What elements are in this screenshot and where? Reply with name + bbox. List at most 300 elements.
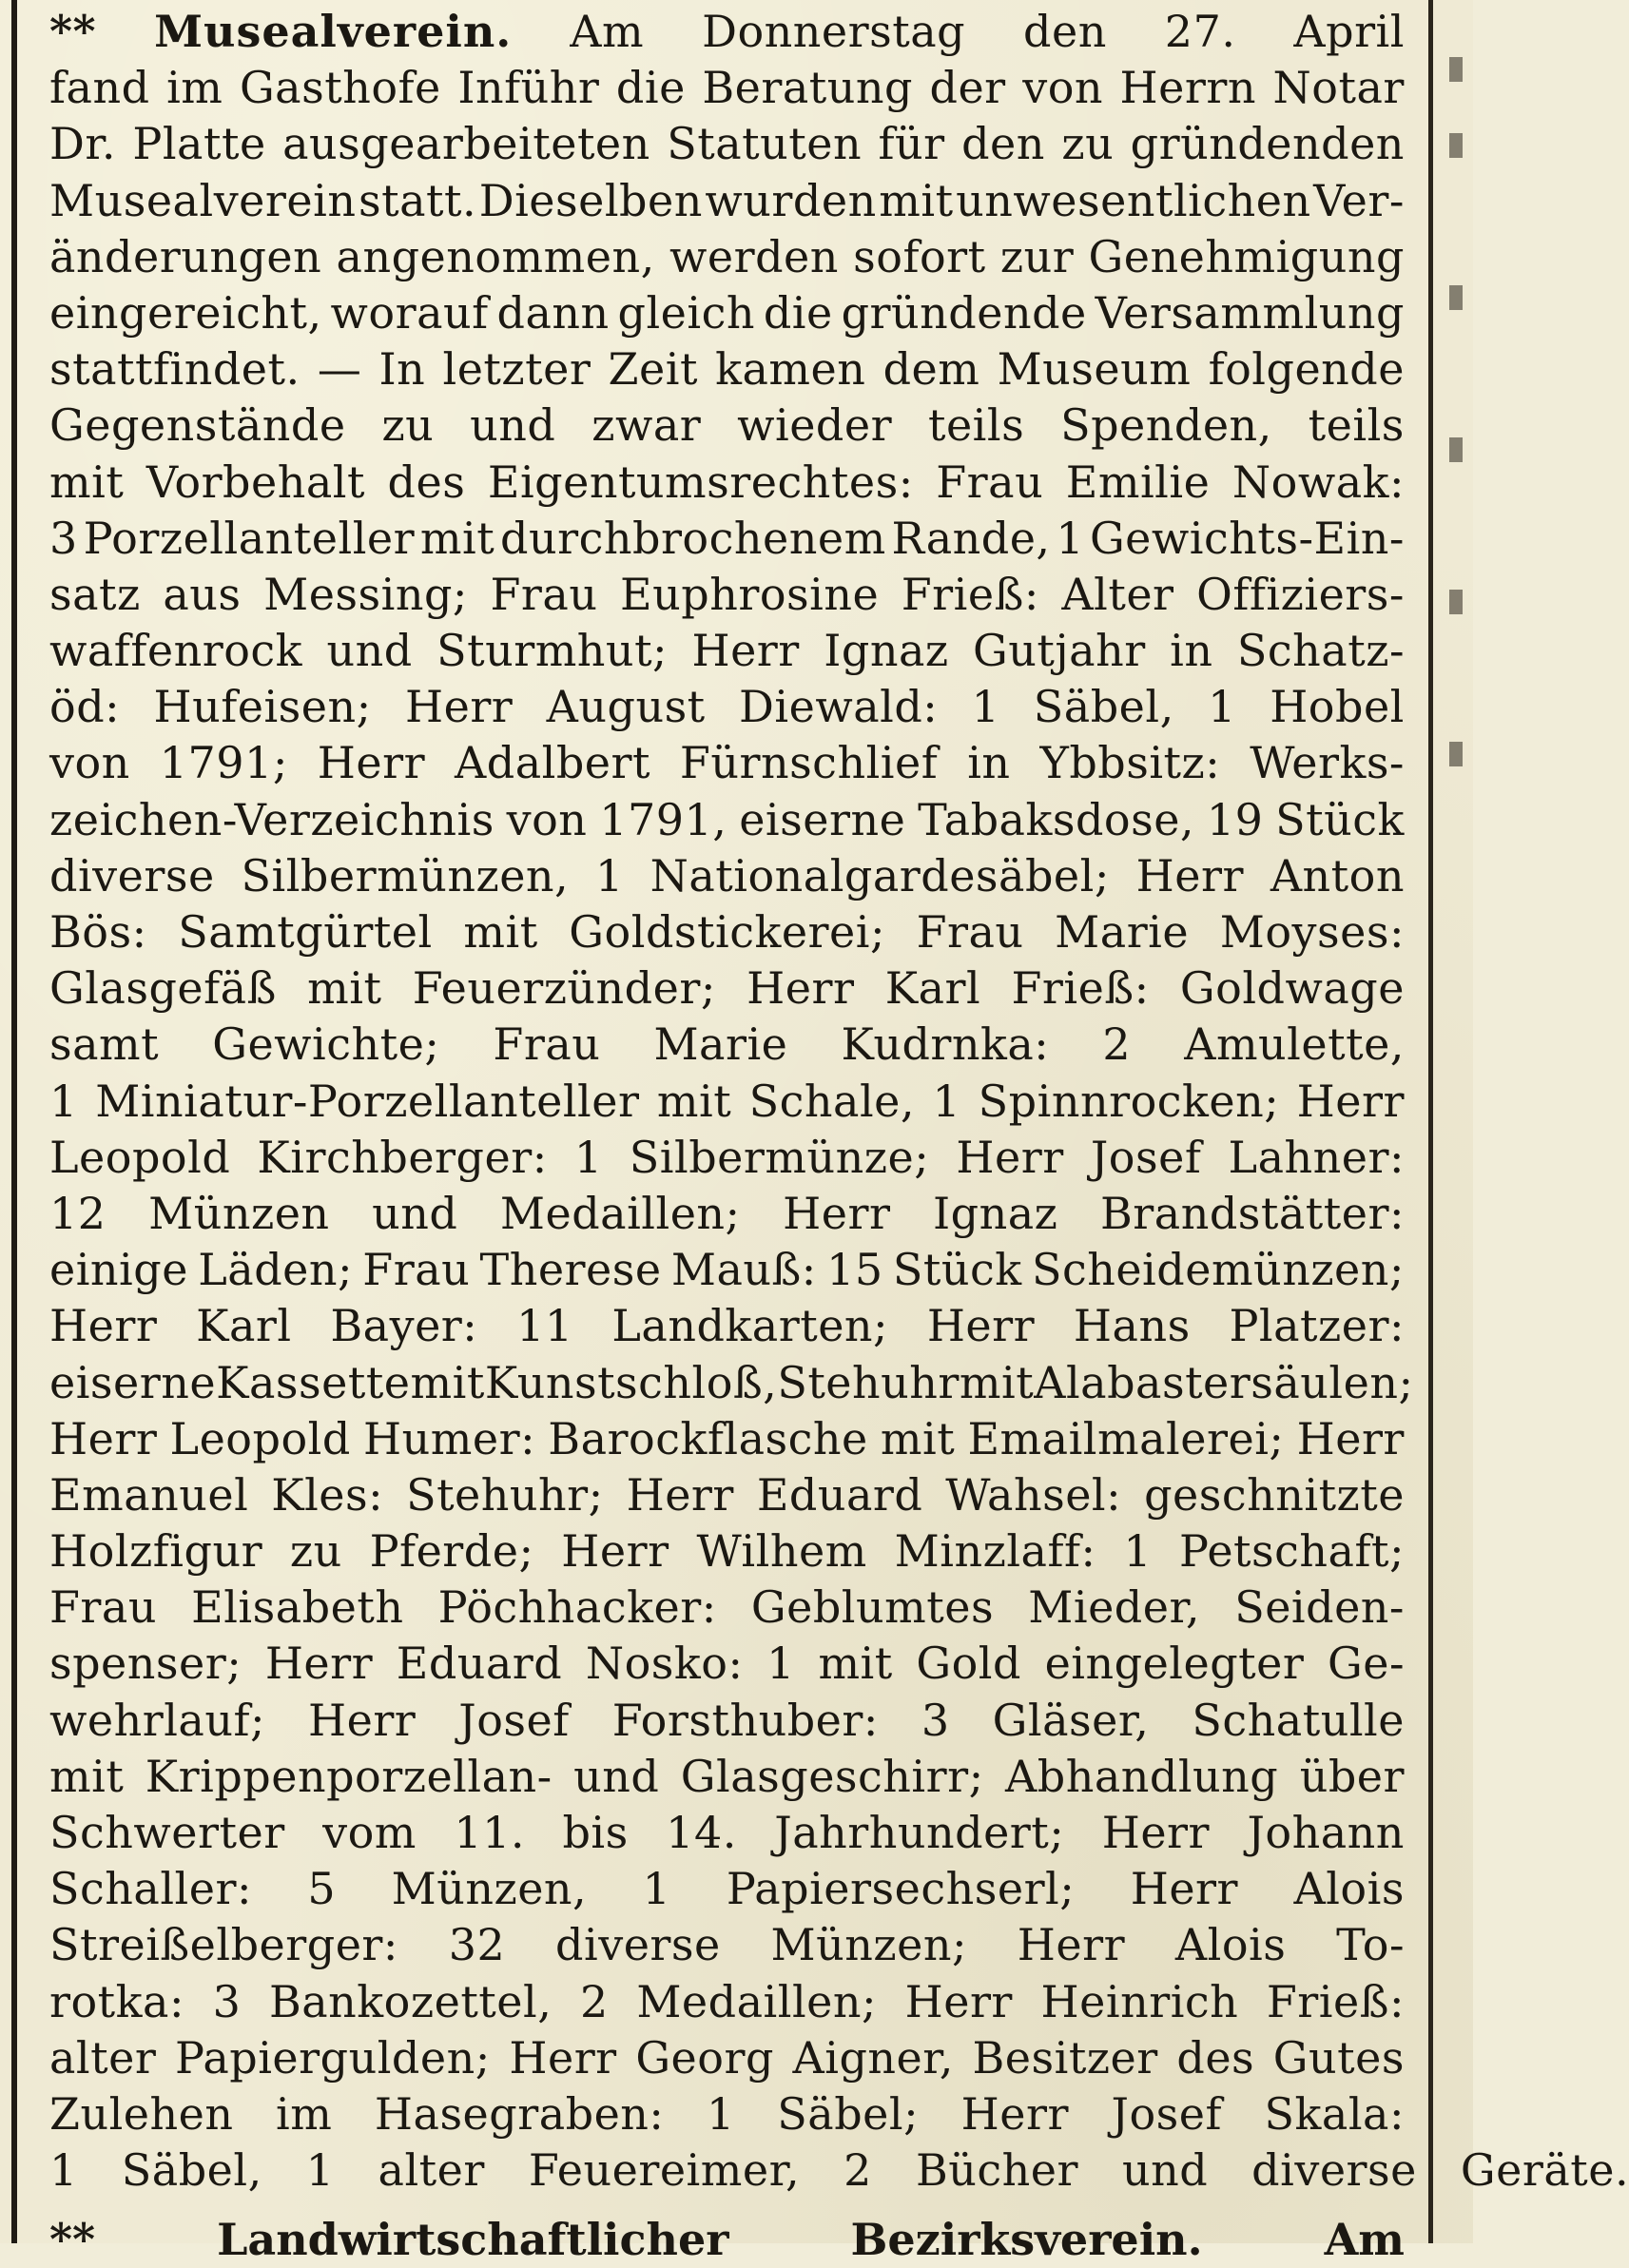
word: 32 — [448, 1919, 506, 1971]
word: Statuten — [667, 118, 863, 170]
word: Mauß: — [670, 1244, 817, 1296]
word: Barockflasche — [548, 1412, 868, 1464]
word: eingereicht, — [49, 286, 322, 339]
word: 2 — [1102, 1018, 1132, 1071]
word: Versammlung — [1095, 286, 1405, 339]
word: Porzellanteller — [83, 512, 416, 564]
word: Bankozettel, — [268, 1975, 553, 2027]
word: Frau — [362, 1244, 471, 1296]
article-musealverein — [49, 4, 1629, 2199]
word: ** — [49, 6, 97, 57]
word: Museum — [997, 343, 1192, 396]
word: Zulehen — [49, 2087, 234, 2140]
word: wehrlauf; — [49, 1694, 265, 1746]
word: des — [387, 456, 466, 508]
word: Schaller: — [49, 1863, 252, 1915]
word: änderungen — [49, 230, 322, 282]
text-line — [49, 1355, 1414, 1411]
next-heading-word: Bezirksverein. — [850, 2214, 1203, 2265]
word: Herr — [307, 1694, 417, 1746]
word: satz — [49, 568, 141, 620]
word: Skala: — [1264, 2087, 1405, 2140]
word: Schwerter — [49, 1807, 285, 1858]
word: 1 — [49, 2144, 78, 2197]
next-heading-word: Landwirtschaftlicher — [217, 2214, 729, 2265]
next-article-heading — [49, 2212, 1405, 2265]
word: den — [1023, 6, 1107, 57]
word: Frau — [490, 568, 598, 620]
word: Emanuel — [49, 1468, 249, 1521]
word: von — [506, 793, 588, 845]
text-line — [49, 848, 1405, 904]
word: Herr — [1135, 849, 1244, 901]
word: und — [326, 625, 413, 677]
word: Pöchhacker: — [437, 1581, 717, 1634]
word: Humer: — [363, 1412, 536, 1464]
word: Josef — [1111, 2087, 1222, 2140]
word: im — [276, 2087, 333, 2140]
word: Sturmhut; — [436, 625, 669, 677]
word: 1 — [1123, 1525, 1153, 1578]
word: Hobel — [1270, 681, 1405, 733]
word: Frau — [493, 1018, 601, 1071]
word: einige — [49, 1244, 188, 1296]
text-line — [49, 1074, 1405, 1130]
word: Münzen; — [770, 1919, 967, 1971]
adjacent-glyph — [1449, 742, 1463, 766]
word: 11 — [516, 1300, 573, 1352]
word: 14. — [666, 1807, 737, 1858]
word: und — [573, 1750, 660, 1802]
word: August — [546, 681, 706, 733]
word: Alois — [1293, 1863, 1405, 1915]
word: diverse — [1251, 2144, 1417, 2197]
word: Euphrosine — [620, 568, 880, 620]
word: 1791, — [599, 793, 727, 845]
word: aus — [163, 568, 242, 620]
word: Emailmalerei; — [967, 1412, 1285, 1464]
word: Gewichts-Ein- — [1089, 512, 1405, 564]
text-line — [49, 960, 1405, 1017]
word: Offiziers- — [1196, 568, 1405, 620]
word: mit — [307, 962, 382, 1015]
word: Medaillen; — [636, 1975, 878, 2027]
word: 1 — [706, 2087, 735, 2140]
word: Platzer: — [1229, 1300, 1405, 1352]
text-line — [49, 1130, 1405, 1186]
word: Frieß: — [901, 568, 1039, 620]
word: Geblumtes — [750, 1581, 995, 1634]
text-line — [49, 60, 1405, 116]
word: Herr — [956, 1131, 1064, 1183]
word: mit — [419, 512, 495, 564]
word: Herr — [926, 1300, 1036, 1352]
word: mit — [656, 1075, 732, 1127]
text-line — [49, 904, 1405, 960]
word: Münzen, — [391, 1863, 588, 1915]
text-line — [49, 1186, 1405, 1242]
word: 1 — [594, 849, 624, 901]
word: Eduard — [396, 1638, 563, 1690]
word: 5 — [307, 1863, 337, 1915]
word: Herr — [404, 681, 514, 733]
word: Genehmigung — [1088, 230, 1405, 282]
word: Pferde; — [369, 1525, 534, 1578]
word: 1 — [1056, 512, 1085, 564]
word: Seiden- — [1234, 1581, 1405, 1634]
word: Krippenporzellan- — [145, 1750, 553, 1802]
word: 1 — [305, 2144, 335, 2197]
text-line — [49, 1523, 1405, 1580]
word: Amulette, — [1184, 1018, 1405, 1071]
word: Hufeisen; — [153, 681, 372, 733]
word: Diewald: — [739, 681, 939, 733]
word: Inführ — [457, 62, 600, 114]
word: Miniatur-Porzellanteller — [95, 1075, 640, 1127]
word: Nationalgardesäbel; — [650, 849, 1110, 901]
word: zwar — [591, 399, 702, 452]
word: Ignaz — [933, 1187, 1058, 1239]
word: Zeit — [608, 343, 698, 396]
word: Läden; — [198, 1244, 353, 1296]
word: die — [615, 62, 686, 114]
word: geschnitzte — [1144, 1468, 1405, 1521]
word: 1 — [49, 1075, 78, 1127]
word: Gegenstände — [49, 399, 346, 452]
word: worauf — [330, 286, 489, 339]
word: Herr — [1017, 1919, 1126, 1971]
word: Emilie — [1065, 456, 1211, 508]
word: Herr — [960, 2087, 1069, 2140]
adjacent-glyph — [1449, 133, 1463, 158]
word: gründenden — [1130, 118, 1405, 170]
word: Hasegraben: — [374, 2087, 665, 2140]
word: Herr — [264, 1638, 374, 1690]
word: dem — [882, 343, 980, 396]
word: Alter — [1061, 568, 1174, 620]
word: Frau — [49, 1581, 157, 1634]
word: Gläser, — [992, 1694, 1150, 1746]
word: Ver- — [1313, 174, 1405, 226]
text-line — [49, 623, 1405, 679]
word: Besitzer — [972, 2031, 1158, 2084]
word: mit — [818, 1638, 893, 1690]
word: 12 — [49, 1187, 107, 1239]
word: Frieß: — [1266, 1975, 1405, 2027]
word: kamen — [715, 343, 866, 396]
word: teils — [927, 399, 1025, 452]
text-line — [49, 1749, 1405, 1805]
word: Fürnschlief — [679, 737, 939, 789]
word: mit — [880, 1412, 956, 1464]
word: Forsthuber: — [611, 1694, 879, 1746]
word: Bücher — [915, 2144, 1078, 2197]
word: Mieder, — [1028, 1581, 1201, 1634]
word: bis — [562, 1807, 629, 1858]
word: Kassette — [216, 1356, 411, 1408]
word: Vorbehalt — [145, 456, 365, 508]
word: Frau — [916, 906, 1024, 958]
word: Werks- — [1250, 737, 1405, 789]
word: fand — [49, 62, 150, 114]
word: Donnerstag — [702, 6, 966, 57]
word: Dieselben — [478, 174, 703, 226]
text-line — [49, 2086, 1405, 2142]
word: Scheidemünzen; — [1031, 1244, 1405, 1296]
word: eingelegter — [1044, 1638, 1305, 1690]
word: Gold — [916, 1638, 1021, 1690]
word: Herr — [1130, 1863, 1239, 1915]
word: Jahrhundert; — [774, 1807, 1065, 1858]
word: wurden — [705, 174, 877, 226]
word: Lahner: — [1228, 1131, 1405, 1183]
word: Stück — [1275, 793, 1405, 845]
word: Herr — [509, 2031, 617, 2084]
text-line — [49, 1636, 1405, 1692]
word: im — [166, 62, 223, 114]
word: Eduard — [756, 1468, 923, 1521]
word: Nosko: — [585, 1638, 744, 1690]
word: Kudrnka: — [841, 1018, 1050, 1071]
text-line — [49, 4, 1405, 60]
word: Herr — [691, 625, 800, 677]
word: Gutjahr — [973, 625, 1146, 677]
word: Spenden, — [1060, 399, 1272, 452]
word: Leopold — [169, 1412, 351, 1464]
text-line — [49, 511, 1405, 567]
word: von — [49, 737, 130, 789]
word: In — [378, 343, 426, 396]
word: Herr — [1296, 1075, 1405, 1127]
word: diverse — [49, 849, 215, 901]
word: den — [961, 118, 1045, 170]
word: Feuereimer, — [528, 2144, 801, 2197]
word: stattfindet. — [49, 343, 301, 396]
word: gleich — [617, 286, 755, 339]
word: Herr — [561, 1525, 669, 1578]
text-line — [49, 1467, 1405, 1523]
word: alter — [378, 2144, 485, 2197]
word: des — [1176, 2031, 1255, 2084]
text-line — [49, 1298, 1405, 1354]
text-line — [49, 1693, 1405, 1749]
word: rotka: — [49, 1975, 184, 2027]
word: und — [372, 1187, 458, 1239]
word: mit — [879, 174, 954, 226]
word: wieder — [737, 399, 893, 452]
word: 2 — [844, 2144, 872, 2197]
word: Platte — [132, 118, 266, 170]
adjacent-glyph — [1449, 285, 1463, 310]
text-line — [49, 116, 1405, 172]
right-column-rule — [1428, 0, 1433, 2243]
word: Papiergulden; — [174, 2031, 491, 2084]
word: in — [1170, 625, 1213, 677]
text-line — [49, 1411, 1405, 1467]
text-line — [49, 285, 1405, 341]
word: Streißelberger: — [49, 1919, 398, 1971]
word: Hans — [1073, 1300, 1191, 1352]
text-line — [49, 1242, 1405, 1298]
word: Schatulle — [1192, 1694, 1405, 1746]
word: dann — [496, 286, 610, 339]
word: Nowak: — [1231, 456, 1405, 508]
word: 27. — [1164, 6, 1236, 57]
next-heading-word: ** — [49, 2214, 96, 2265]
article-title: Musealverein. — [154, 6, 513, 57]
text-line — [49, 1917, 1405, 1973]
word: waffenrock — [49, 625, 303, 677]
word: Kunstschloß, — [484, 1356, 778, 1408]
word: April — [1293, 6, 1405, 57]
word: werden — [669, 230, 839, 282]
adjacent-glyph — [1449, 590, 1463, 614]
word: Säbel, — [121, 2144, 262, 2197]
word: Gewichte; — [212, 1018, 440, 1071]
word: — — [317, 343, 362, 396]
word: 3 — [212, 1975, 242, 2027]
word: Marie — [653, 1018, 788, 1071]
word: zu — [381, 399, 435, 452]
adjacent-column-fragment — [1442, 0, 1473, 2243]
word: Johann — [1247, 1807, 1405, 1858]
word: Notar — [1272, 62, 1405, 114]
text-line — [49, 1974, 1405, 2030]
word: Glasgefäß — [49, 962, 277, 1015]
word: Messing; — [263, 568, 468, 620]
word: mit — [959, 1356, 1035, 1408]
word: Bös: — [49, 906, 147, 958]
word: 15 — [826, 1244, 883, 1296]
word: Kirchberger: — [257, 1131, 548, 1183]
word: Frau — [936, 456, 1044, 508]
word: 1 — [932, 1075, 961, 1127]
word: Silbermünze; — [629, 1131, 930, 1183]
word: 1 — [642, 1863, 671, 1915]
word: Abhandlung — [1005, 1750, 1279, 1802]
word: zeichen-Verzeichnis — [49, 793, 495, 845]
word: mit — [49, 456, 125, 508]
word: Elisabeth — [191, 1581, 404, 1634]
word: 3 — [921, 1694, 950, 1746]
word: Herr — [1296, 1412, 1405, 1464]
word: ausgearbeiteten — [282, 118, 650, 170]
word: Frieß: — [1011, 962, 1150, 1015]
word: und — [470, 399, 556, 452]
word: Herr — [1101, 1807, 1211, 1858]
word: Gutes — [1272, 2031, 1405, 2084]
word: Kles: — [271, 1468, 384, 1521]
word: teils — [1308, 399, 1405, 452]
word: mit — [49, 1750, 125, 1802]
word: mit — [410, 1356, 485, 1408]
word: Glasgeschirr; — [680, 1750, 984, 1802]
word: Feuerzünder; — [412, 962, 716, 1015]
word: die — [763, 286, 833, 339]
word: Alois — [1174, 1919, 1287, 1971]
word: Säbel; — [777, 2087, 920, 2140]
word: Stehuhr — [777, 1356, 960, 1408]
word: 1 — [766, 1638, 795, 1690]
word: über — [1299, 1750, 1405, 1802]
word: Therese — [479, 1244, 662, 1296]
word: zu — [1061, 118, 1115, 170]
word: samt — [49, 1018, 160, 1071]
text-line — [49, 735, 1405, 791]
word: Spinnrocken; — [978, 1075, 1280, 1127]
text-line — [49, 2030, 1405, 2086]
word: statt. — [359, 174, 477, 226]
word: spenser; — [49, 1638, 242, 1690]
word: 2 — [579, 1975, 609, 2027]
word: der — [929, 62, 1006, 114]
word: Adalbert — [455, 737, 650, 789]
word: vom — [322, 1807, 417, 1858]
word: sofort — [853, 230, 986, 282]
word: folgende — [1208, 343, 1405, 396]
word: Goldstickerei; — [569, 906, 885, 958]
text-line — [49, 1805, 1405, 1861]
text-line — [49, 567, 1405, 623]
word: Goldwage — [1179, 962, 1405, 1015]
word: Aigner, — [792, 2031, 954, 2084]
text-line — [49, 229, 1405, 285]
word: Georg — [635, 2031, 774, 2084]
word: unwesentlichen — [956, 174, 1311, 226]
word: und — [1121, 2144, 1209, 2197]
word: Herr — [49, 1300, 158, 1352]
next-heading-word: Am — [1324, 2214, 1405, 2265]
word: 1791; — [159, 737, 288, 789]
word: Rande, — [891, 512, 1051, 564]
word: Schale, — [748, 1075, 916, 1127]
text-line — [49, 341, 1405, 397]
word: Bayer: — [330, 1300, 478, 1352]
word: Tabaksdose, — [918, 793, 1195, 845]
text-line — [49, 455, 1405, 511]
word: 1 — [1208, 681, 1236, 733]
word: Moyses: — [1219, 906, 1405, 958]
adjacent-glyph — [1449, 57, 1463, 82]
word: 11. — [454, 1807, 526, 1858]
word: Ybbsitz: — [1039, 737, 1221, 789]
word: Landkarten; — [611, 1300, 889, 1352]
word: Herr — [49, 1412, 158, 1464]
word: eiserne — [49, 1356, 217, 1408]
word: Holzfigur — [49, 1525, 263, 1578]
word: von — [1022, 62, 1104, 114]
word: zu — [289, 1525, 342, 1578]
word: Herr — [904, 1975, 1013, 2027]
word: Herr — [747, 962, 855, 1015]
word: Heinrich — [1040, 1975, 1239, 2027]
word: Silbermünzen, — [241, 849, 570, 901]
word: Beratung — [702, 62, 913, 114]
left-column-rule — [11, 0, 17, 2243]
adjacent-glyph — [1449, 437, 1463, 462]
word: Brandstätter: — [1099, 1187, 1405, 1239]
text-line — [49, 1580, 1405, 1636]
word: Herr — [783, 1187, 891, 1239]
word: Wahsel: — [945, 1468, 1122, 1521]
word: alter — [49, 2031, 157, 2084]
word: To- — [1336, 1919, 1405, 1971]
word: Marie — [1055, 906, 1190, 958]
word: Ge- — [1327, 1638, 1405, 1690]
word: Eigentumsrechtes: — [487, 456, 914, 508]
word: Wilhem — [696, 1525, 867, 1578]
word: Minzlaff: — [894, 1525, 1096, 1578]
